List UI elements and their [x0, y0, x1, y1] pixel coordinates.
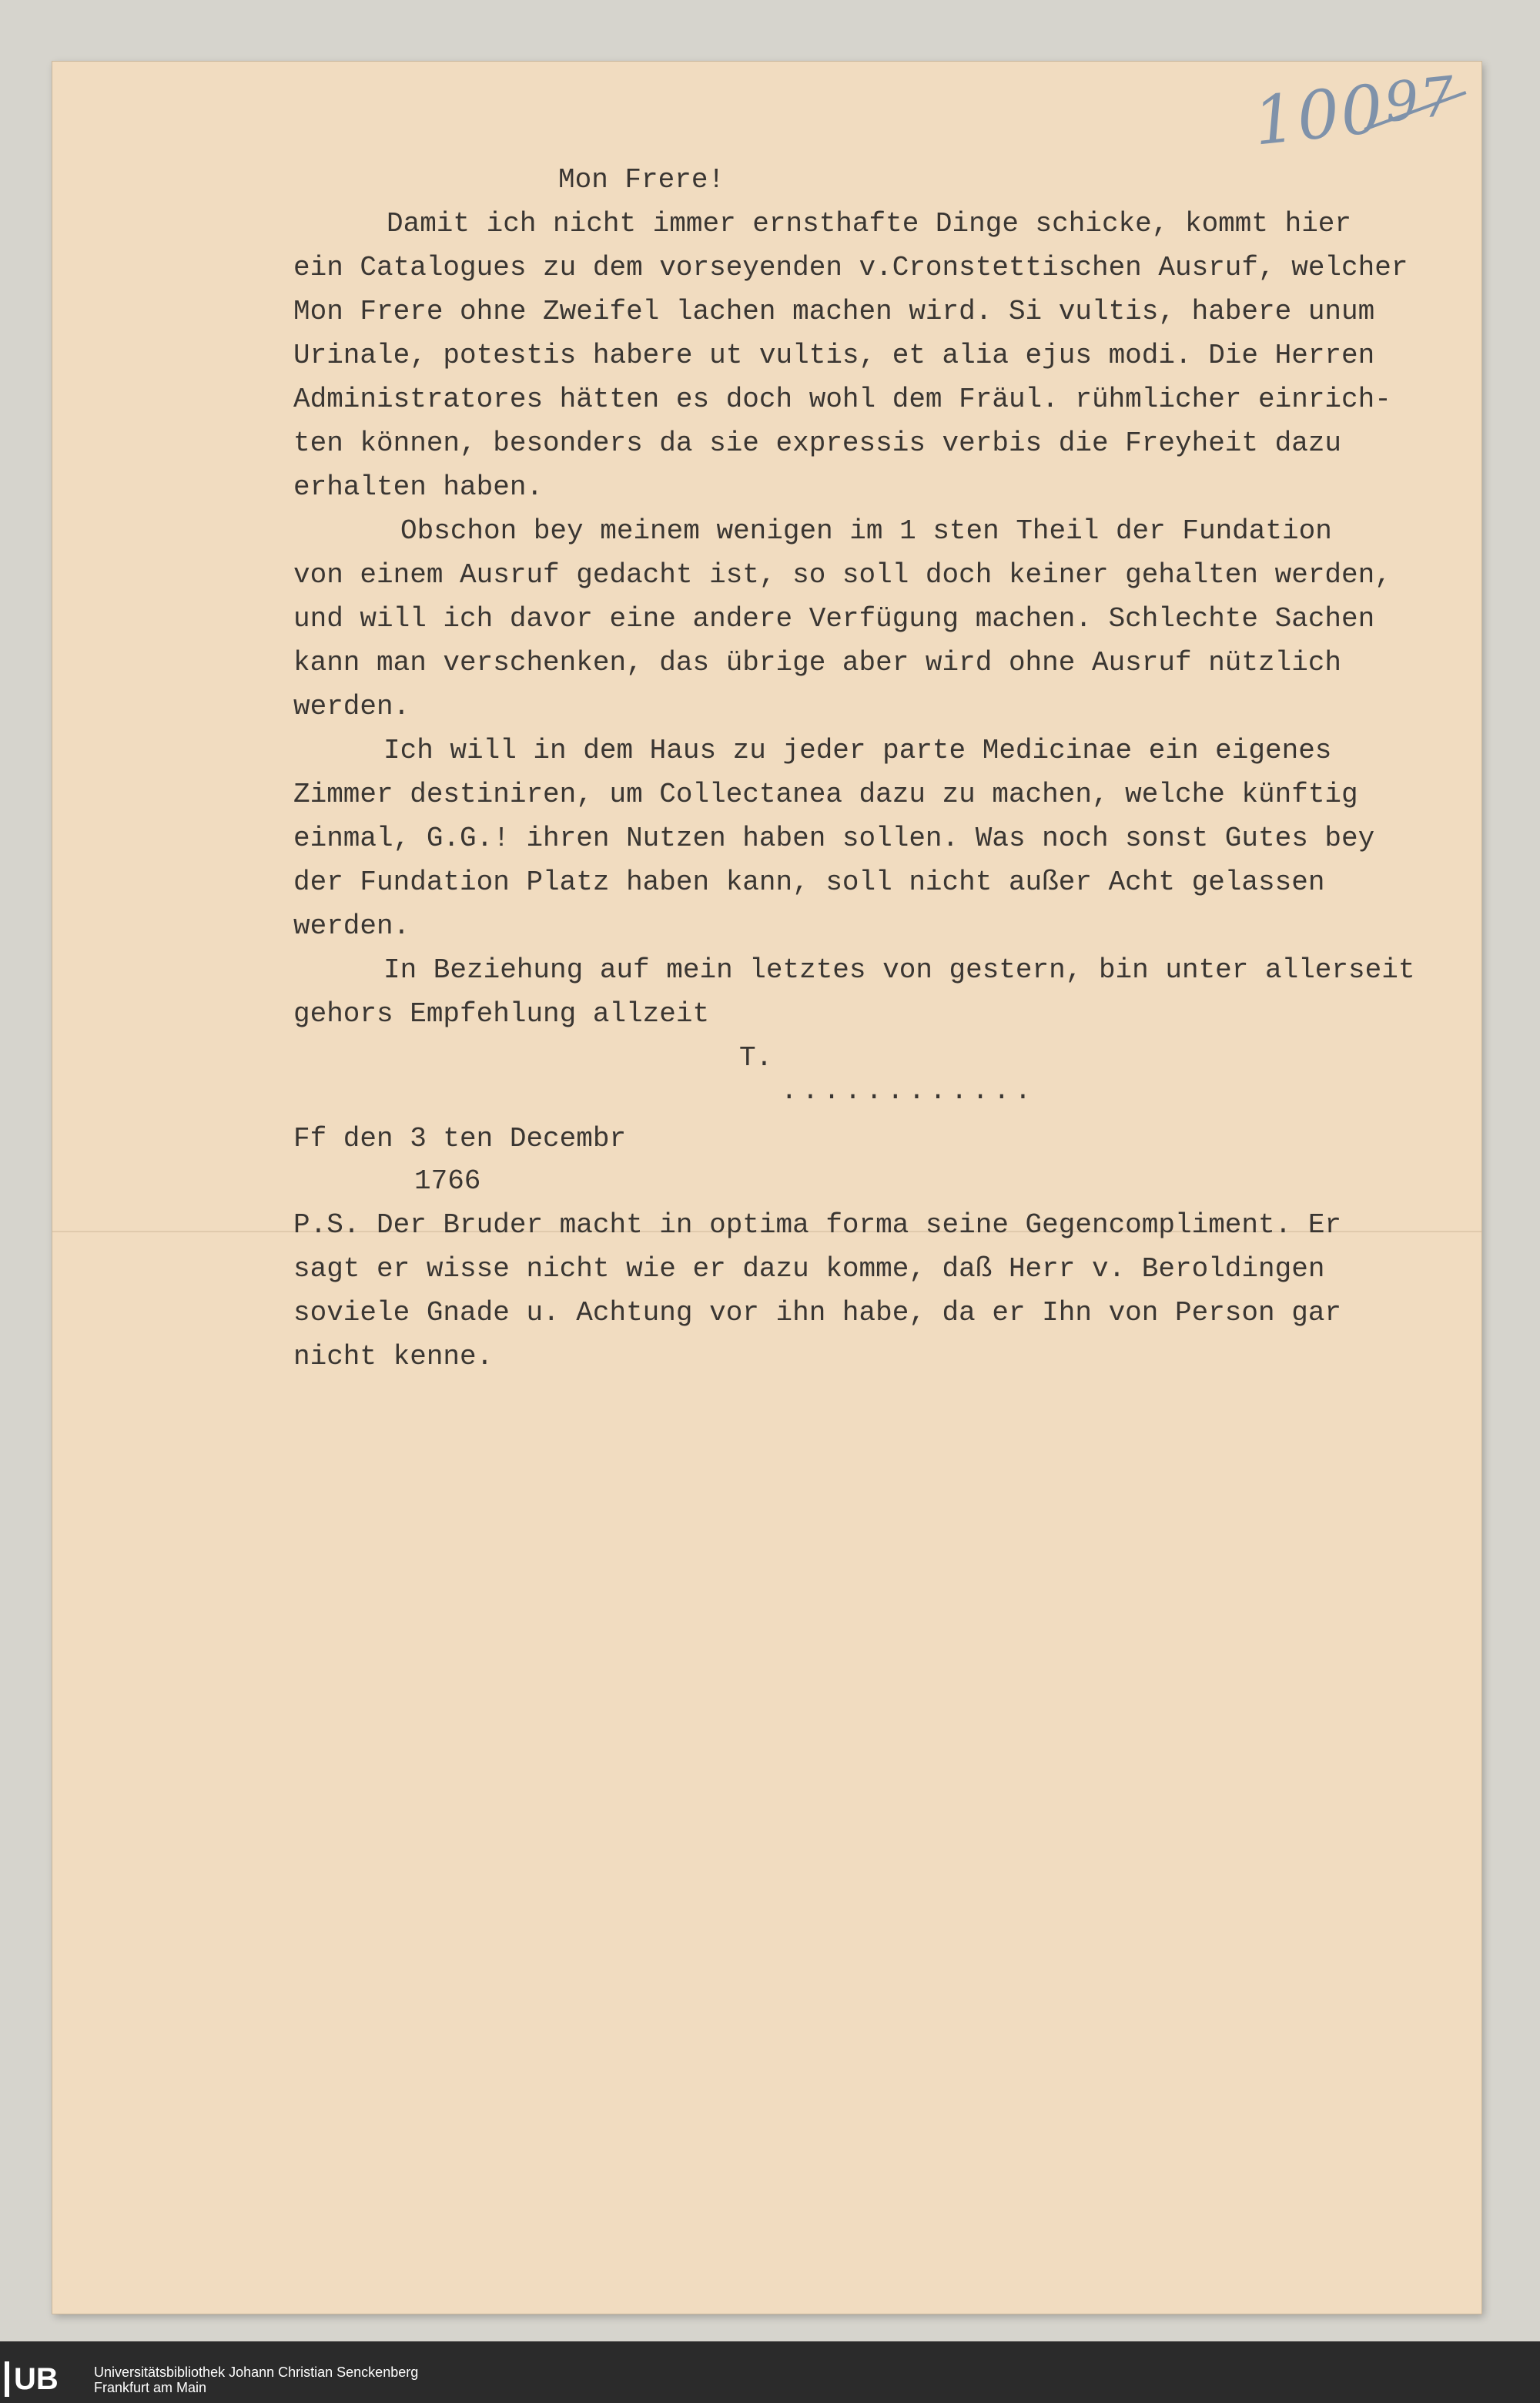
library-name-line1: Universitätsbibliothek Johann Christian Senckenberg — [94, 2364, 419, 2380]
letter-line: einmal, G.G.! ihren Nutzen haben sollen. Was noch sonst Gutes bey — [293, 823, 1375, 854]
logo-text: UB — [14, 2361, 59, 2396]
letter-line: werden. — [293, 910, 410, 942]
postscript-line: nicht kenne. — [293, 1341, 494, 1372]
ub-logo — [5, 2358, 85, 2400]
letter-sheet — [52, 62, 1481, 2314]
library-name — [94, 2364, 418, 2395]
folio-old-number: 97 — [1381, 64, 1460, 135]
letter-line: Damit ich nicht immer ernsthafte Dinge schicke, kommt hier — [387, 208, 1352, 240]
letter-line: Mon Frere ohne Zweifel lachen machen wird. Si vultis, habere unum — [293, 296, 1375, 327]
place-date: Ff den 3 ten Decembr — [293, 1123, 627, 1155]
letter-line: Obschon bey meinem wenigen im 1 sten Theil der Fundation — [400, 515, 1332, 547]
letter-line: von einem Ausruf gedacht ist, so soll doch keiner gehalten werden, — [293, 559, 1391, 591]
letter-line: Administratores hätten es doch wohl dem Fräul. rühmlicher einrich- — [293, 384, 1391, 415]
library-name-line2: Frankfurt am Main — [94, 2380, 207, 2395]
letter-line: der Fundation Platz haben kann, soll nicht außer Acht gelassen — [293, 866, 1325, 898]
letter-line: Ich will in dem Haus zu jeder parte Medicinae ein eigenes — [383, 735, 1332, 766]
postscript-line: sagt er wisse nicht wie er dazu komme, daß Herr v. Beroldingen — [293, 1253, 1325, 1285]
salutation: Mon Frere! — [558, 164, 725, 196]
letter-line: gehors Empfehlung allzeit — [293, 998, 710, 1030]
letter-line: und will ich davor eine andere Verfügung machen. Schlechte Sachen — [293, 603, 1375, 635]
postscript-line: P.S. Der Bruder macht in optima forma seine Gegencompliment. Er — [293, 1209, 1342, 1241]
letter-line: Urinale, potestis habere ut vultis, et alia ejus modi. Die Herren — [293, 340, 1375, 371]
letter-line: kann man verschenken, das übrige aber wird ohne Ausruf nützlich — [293, 647, 1342, 679]
letter-line: In Beziehung auf mein letztes von gestern, bin unter allerseit — [383, 954, 1415, 986]
postscript-line: soviele Gnade u. Achtung vor ihn habe, da er Ihn von Person gar — [293, 1297, 1342, 1329]
letter-line: ein Catalogues zu dem vorseyenden v.Cronstettischen Ausruf, welcher — [293, 252, 1408, 283]
folio-number: 100 — [1250, 70, 1388, 161]
letter-line: werden. — [293, 691, 410, 722]
year: 1766 — [414, 1165, 481, 1197]
letter-line: Zimmer destiniren, um Collectanea dazu zu machen, welche künftig — [293, 779, 1358, 810]
logo-bar — [5, 2361, 9, 2397]
footer-bar — [0, 2341, 1540, 2403]
signature: T. — [739, 1042, 773, 1074]
separator-dots: ............ — [781, 1075, 1036, 1107]
letter-line: ten können, besonders da sie expressis verbis die Freyheit dazu — [293, 427, 1342, 459]
letter-line: erhalten haben. — [293, 471, 544, 503]
